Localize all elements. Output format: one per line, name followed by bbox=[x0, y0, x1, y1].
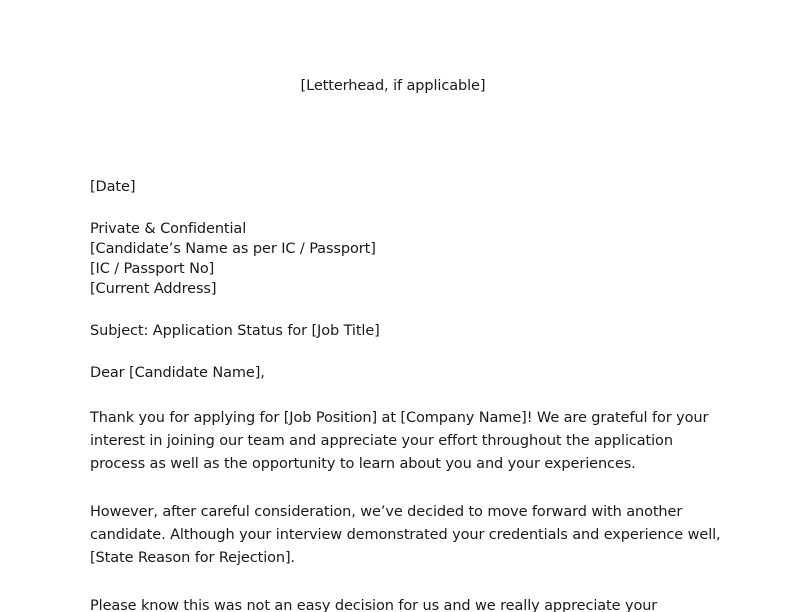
salutation-line: Dear [Candidate Name], bbox=[90, 365, 265, 381]
date-line: [Date] bbox=[90, 179, 136, 195]
confidential-line: Private & Confidential bbox=[90, 221, 247, 237]
paragraph-line: However, after careful consideration, we’ve decided to move forward with another bbox=[90, 504, 683, 520]
paragraph-line: [State Reason for Rejection]. bbox=[90, 550, 296, 567]
paragraph-line: candidate. Although your interview demonstrated your credentials and experience well, bbox=[90, 527, 721, 544]
paragraph-line: interest in joining our team and appreciate your effort throughout the application bbox=[90, 433, 673, 450]
address-line: [Current Address] bbox=[90, 281, 217, 297]
body-paragraph-1 bbox=[90, 407, 709, 477]
paragraph-line: Thank you for applying for [Job Position] at [Company Name]! We are grateful for your bbox=[90, 410, 709, 426]
id-number-line: [IC / Passport No] bbox=[90, 261, 215, 277]
letterhead-placeholder: [Letterhead, if applicable] bbox=[300, 78, 486, 94]
candidate-name-line: [Candidate’s Name as per IC / Passport] bbox=[90, 241, 376, 257]
paragraph-line: process as well as the opportunity to learn about you and your experiences. bbox=[90, 456, 636, 473]
paragraph-line: Please know this was not an easy decision for us and we really appreciate your bbox=[90, 598, 658, 612]
body-paragraph-2 bbox=[90, 501, 721, 571]
body-paragraph-3 bbox=[90, 595, 700, 612]
subject-line: Subject: Application Status for [Job Title] bbox=[90, 323, 380, 339]
